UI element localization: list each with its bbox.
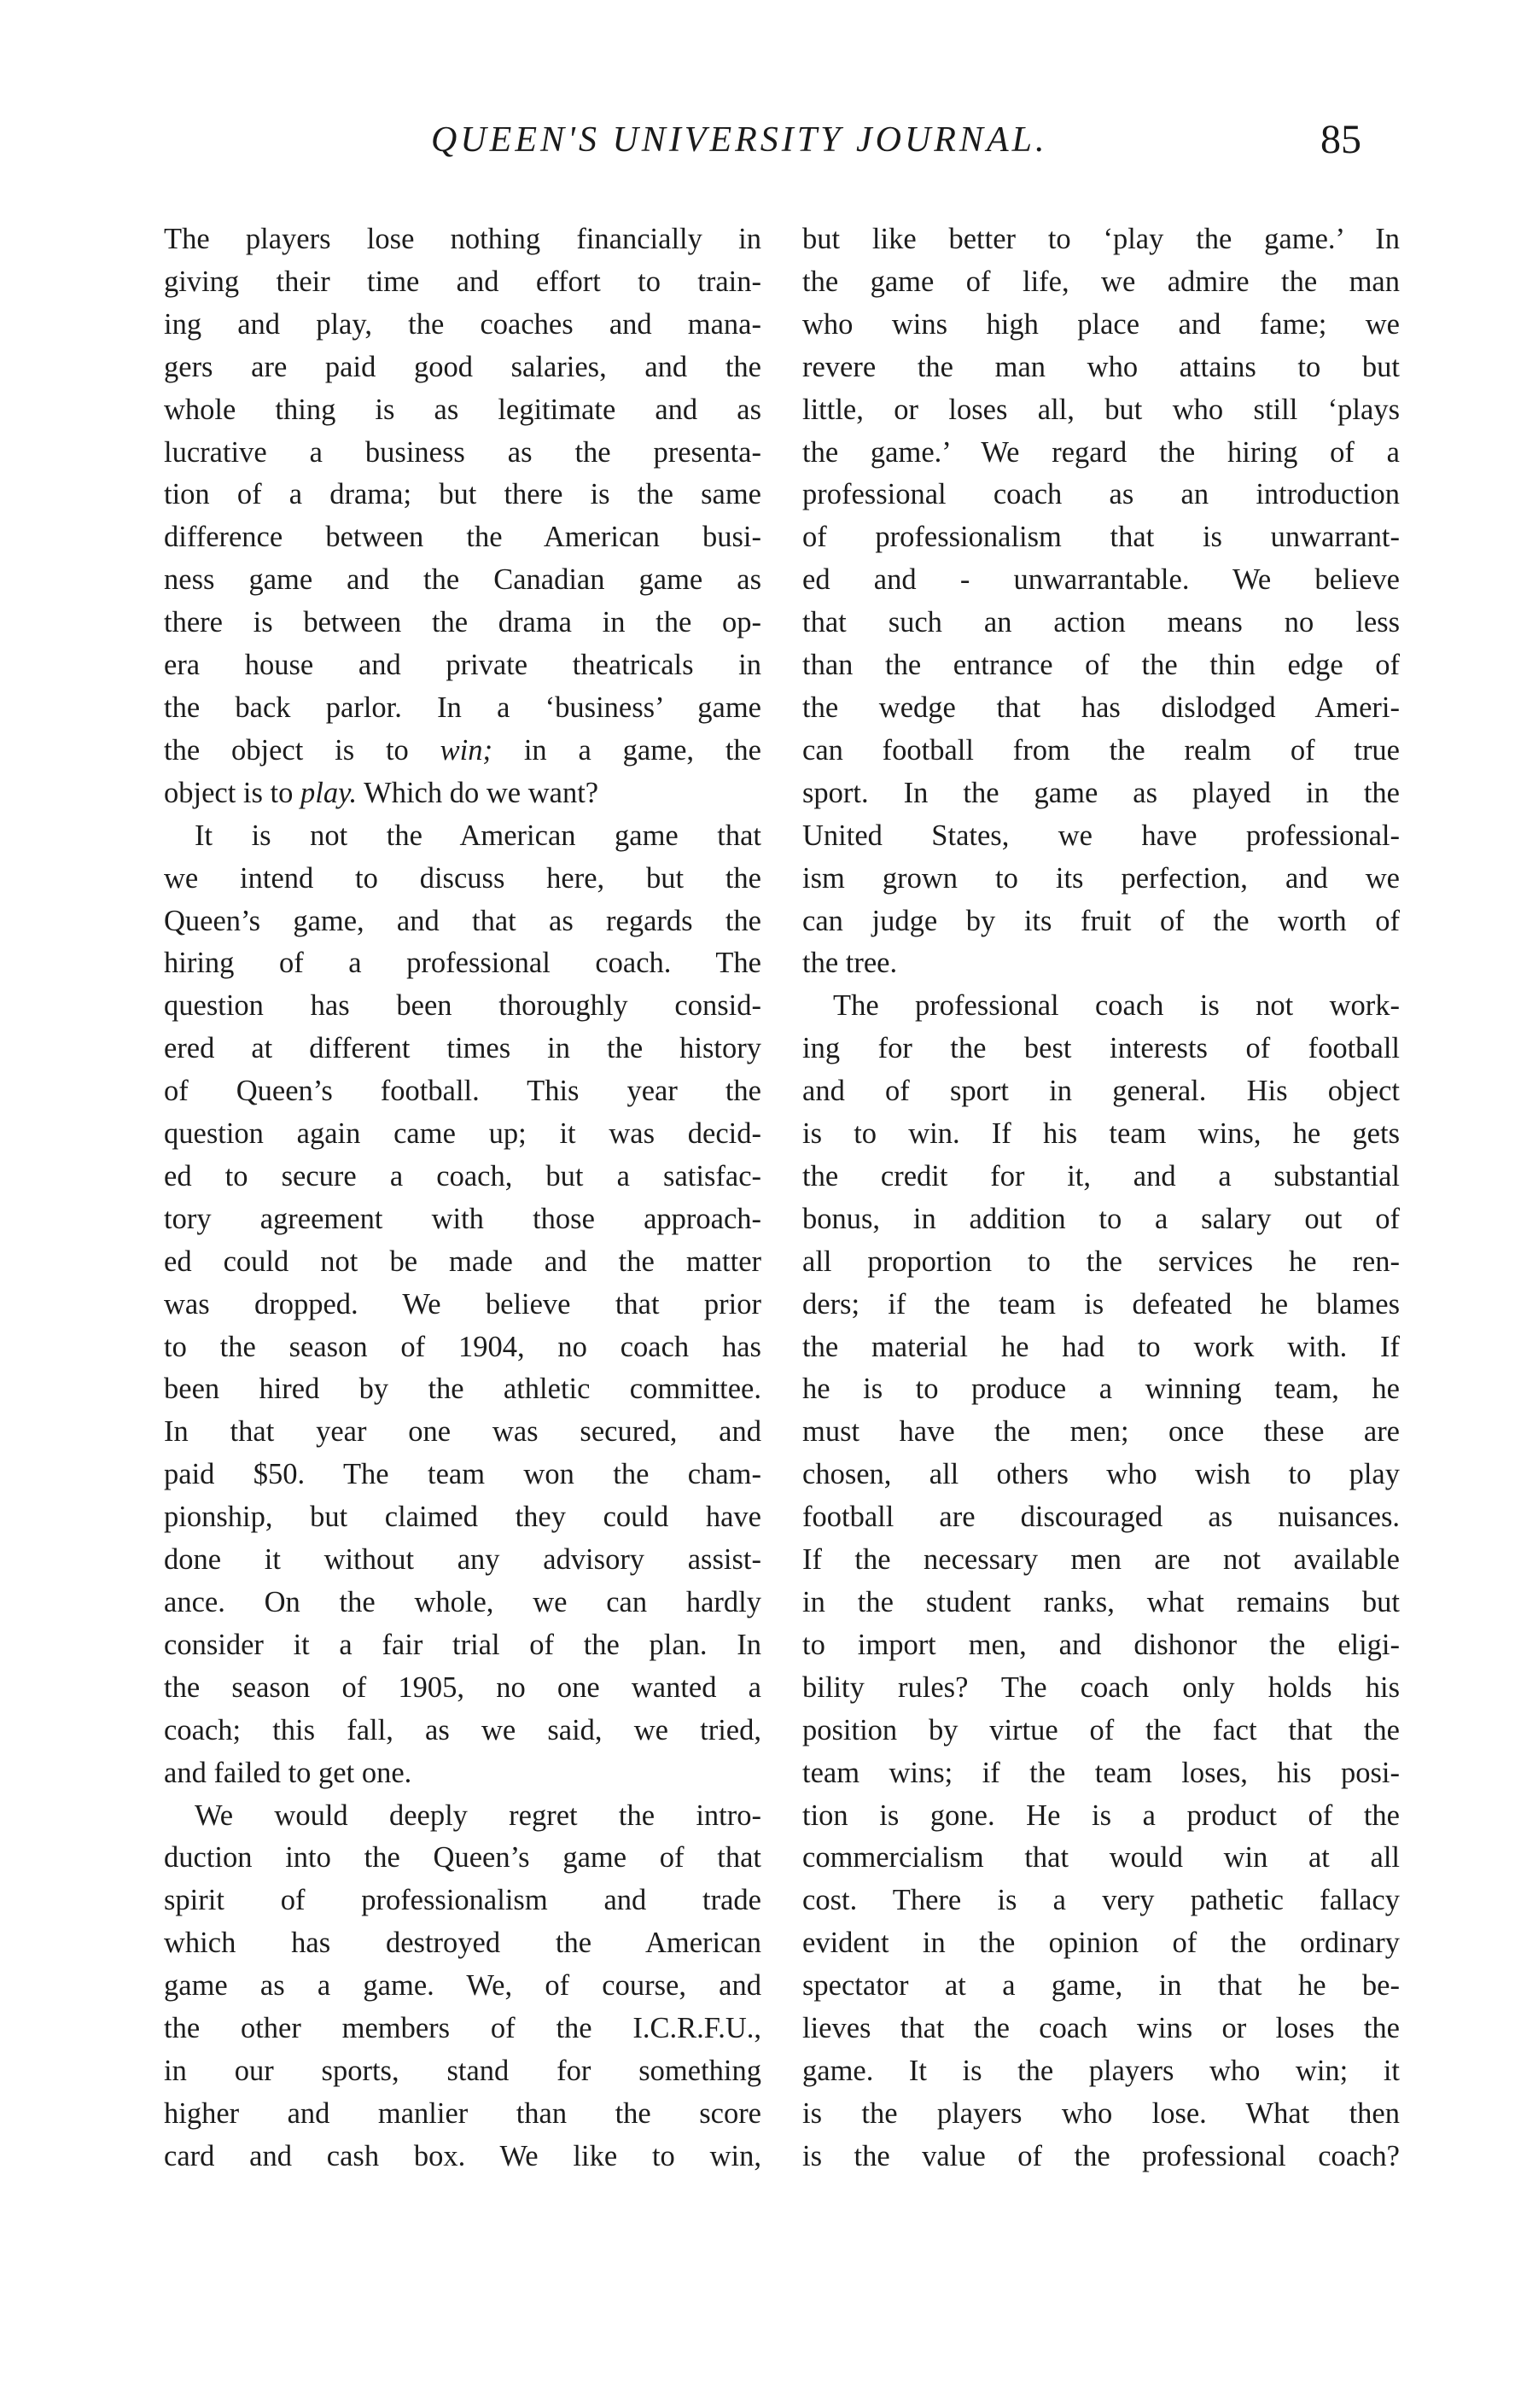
- text-line: of professionalism that is unwarrant-: [802, 521, 1400, 554]
- text-line: revere the man who attains to but: [802, 350, 1400, 383]
- text-line: is the value of the professional coach?: [802, 2139, 1400, 2172]
- text-line: to import men, and dishonor the eligi-: [802, 1628, 1400, 1661]
- text-line: chosen, all others who wish to play: [802, 1458, 1400, 1491]
- text-line: era house and private theatricals in: [164, 649, 761, 682]
- text-line: the game of life, we admire the man: [802, 265, 1400, 298]
- text-line: tion is gone. He is a product of the: [802, 1799, 1400, 1832]
- text-line: is the players who lose. What then: [802, 2096, 1400, 2130]
- text-line: which has destroyed the American: [164, 1927, 761, 1960]
- text-line: The players lose nothing financially in: [164, 223, 761, 255]
- text-line: bility rules? The coach only holds his: [802, 1670, 1400, 1704]
- text-line: must have the men; once these are: [802, 1415, 1400, 1449]
- text-line: commercialism that would win at all: [802, 1841, 1400, 1875]
- text-line: ism grown to its perfection, and we: [802, 861, 1400, 895]
- text-line: and of sport in general. His object: [802, 1075, 1400, 1108]
- text-line: coach; this fall, as we said, we tried,: [164, 1713, 761, 1746]
- text-line: ered at different times in the history: [164, 1032, 761, 1065]
- text-line: card and cash box. We like to win,: [164, 2139, 761, 2172]
- text-line: the tree.: [802, 947, 898, 980]
- text-line: game as a game. We, of course, and: [164, 1969, 761, 2003]
- text-line: We would deeply regret the intro-: [195, 1799, 761, 1832]
- text-line: cost. There is a very pathetic fallacy: [802, 1884, 1400, 1917]
- text-line: little, or loses all, but who still ‘plays: [802, 393, 1400, 426]
- text-line: question has been thoroughly consid-: [164, 989, 761, 1023]
- text-line: to the season of 1904, no coach has: [164, 1330, 761, 1363]
- text-line: ders; if the team is defeated he blames: [802, 1287, 1400, 1321]
- text-line: paid $50. The team won the cham-: [164, 1458, 761, 1491]
- text-line: If the necessary men are not available: [802, 1543, 1400, 1577]
- text-line: ing for the best interests of football: [802, 1032, 1400, 1065]
- text-line: done it without any advisory assist-: [164, 1543, 761, 1577]
- text-line: whole thing is as legitimate and as: [164, 393, 761, 426]
- text-line: evident in the opinion of the ordinary: [802, 1927, 1400, 1960]
- text-line: question again came up; it was decid-: [164, 1117, 761, 1151]
- text-line: football are discouraged as nuisances.: [802, 1501, 1400, 1534]
- text-line: the material he had to work with. If: [802, 1330, 1400, 1363]
- text-line: the back parlor. In a ‘business’ game: [164, 691, 761, 724]
- text-line: he is to produce a winning team, he: [802, 1373, 1400, 1406]
- text-line: It is not the American game that: [195, 819, 761, 852]
- text-line: The professional coach is not work-: [833, 989, 1400, 1023]
- text-line: can football from the realm of true: [802, 733, 1400, 767]
- text-line: than the entrance of the thin edge of: [802, 649, 1400, 682]
- text-line: in the student ranks, what remains but: [802, 1586, 1400, 1618]
- text-line: bonus, in addition to a salary out of: [802, 1202, 1400, 1235]
- running-head: QUEEN'S UNIVERSITY JOURNAL.: [431, 120, 1048, 160]
- text-line: who wins high place and fame; we: [802, 307, 1400, 341]
- text-line: ed could not be made and the matter: [164, 1245, 761, 1278]
- text-line: ance. On the whole, we can hardly: [164, 1586, 761, 1618]
- text-line: position by virtue of the fact that the: [802, 1713, 1400, 1746]
- text-line: consider it a fair trial of the plan. In: [164, 1628, 761, 1661]
- text-line: that such an action means no less: [802, 606, 1400, 639]
- right-column: [802, 219, 1400, 2178]
- text-line: team wins; if the team loses, his posi-: [802, 1756, 1400, 1789]
- text-line: hiring of a professional coach. The: [164, 947, 761, 980]
- text-line: tion of a drama; but there is the same: [164, 478, 761, 511]
- text-line: we intend to discuss here, but the: [164, 861, 761, 895]
- text-line: Queen’s game, and that as regards the: [164, 904, 761, 937]
- text-line: was dropped. We believe that prior: [164, 1287, 761, 1321]
- text-line: United States, we have professional-: [802, 819, 1400, 852]
- text-line: been hired by the athletic committee.: [164, 1373, 761, 1406]
- text-line: duction into the Queen’s game of that: [164, 1841, 761, 1875]
- text-line: of Queen’s football. This year the: [164, 1075, 761, 1108]
- text-line: sport. In the game as played in the: [802, 776, 1400, 809]
- text-line: professional coach as an introduction: [802, 478, 1400, 511]
- text-line: difference between the American busi-: [164, 521, 761, 554]
- text-line: there is between the drama in the op-: [164, 606, 761, 639]
- text-line: the credit for it, and a substantial: [802, 1159, 1400, 1192]
- text-line: the season of 1905, no one wanted a: [164, 1670, 761, 1704]
- page-number: 85: [1320, 117, 1361, 162]
- text-line: lucrative a business as the presenta-: [164, 435, 761, 469]
- text-line: the other members of the I.C.R.F.U.,: [164, 2012, 761, 2045]
- left-column: [164, 219, 761, 2178]
- text-line: the object is to win; in a game, the: [164, 733, 761, 767]
- text-line: ed to secure a coach, but a satisfac-: [164, 1159, 761, 1192]
- text-line: is to win. If his team wins, he gets: [802, 1117, 1400, 1151]
- text-line: object is to play. Which do we want?: [164, 776, 599, 809]
- text-line: spirit of professionalism and trade: [164, 1884, 761, 1917]
- text-line: gers are paid good salaries, and the: [164, 350, 761, 383]
- text-line: ness game and the Canadian game as: [164, 563, 761, 597]
- text-line: spectator at a game, in that he be-: [802, 1969, 1400, 2003]
- text-line: and failed to get one.: [164, 1756, 412, 1789]
- text-line: game. It is the players who win; it: [802, 2054, 1400, 2087]
- text-line: In that year one was secured, and: [164, 1415, 761, 1449]
- text-line: pionship, but claimed they could have: [164, 1501, 761, 1534]
- text-line: can judge by its fruit of the worth of: [802, 904, 1400, 937]
- text-line: the wedge that has dislodged Ameri-: [802, 691, 1400, 724]
- text-line: ing and play, the coaches and mana-: [164, 307, 761, 341]
- text-line: ed and - unwarrantable. We believe: [802, 563, 1400, 597]
- text-line: lieves that the coach wins or loses the: [802, 2012, 1400, 2045]
- text-line: all proportion to the services he ren-: [802, 1245, 1400, 1278]
- text-line: in our sports, stand for something: [164, 2054, 761, 2087]
- text-line: but like better to ‘play the game.’ In: [802, 223, 1400, 255]
- text-line: higher and manlier than the score: [164, 2096, 761, 2130]
- text-line: the game.’ We regard the hiring of a: [802, 435, 1400, 469]
- text-line: tory agreement with those approach-: [164, 1202, 761, 1235]
- text-line: giving their time and effort to train-: [164, 265, 761, 298]
